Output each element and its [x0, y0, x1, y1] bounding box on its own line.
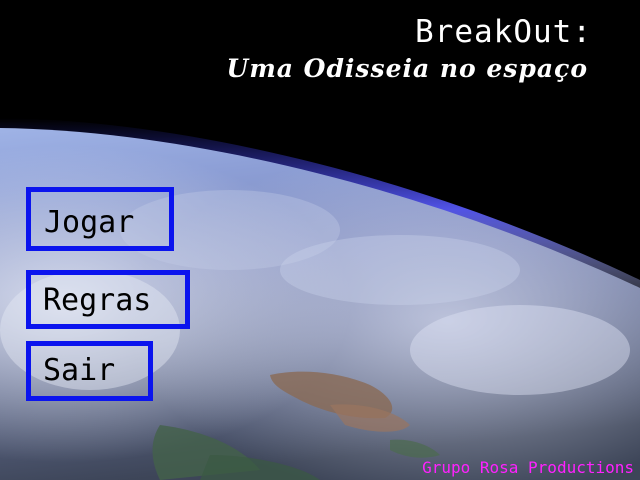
game-title: BreakOut:: [415, 14, 592, 50]
rules-button[interactable]: Regras: [26, 270, 190, 329]
play-button[interactable]: Jogar: [26, 187, 174, 251]
game-subtitle: Uma Odisseia no espaço: [226, 54, 588, 83]
credits-text: Grupo Rosa Productions: [422, 458, 634, 477]
quit-button[interactable]: Sair: [26, 341, 153, 401]
